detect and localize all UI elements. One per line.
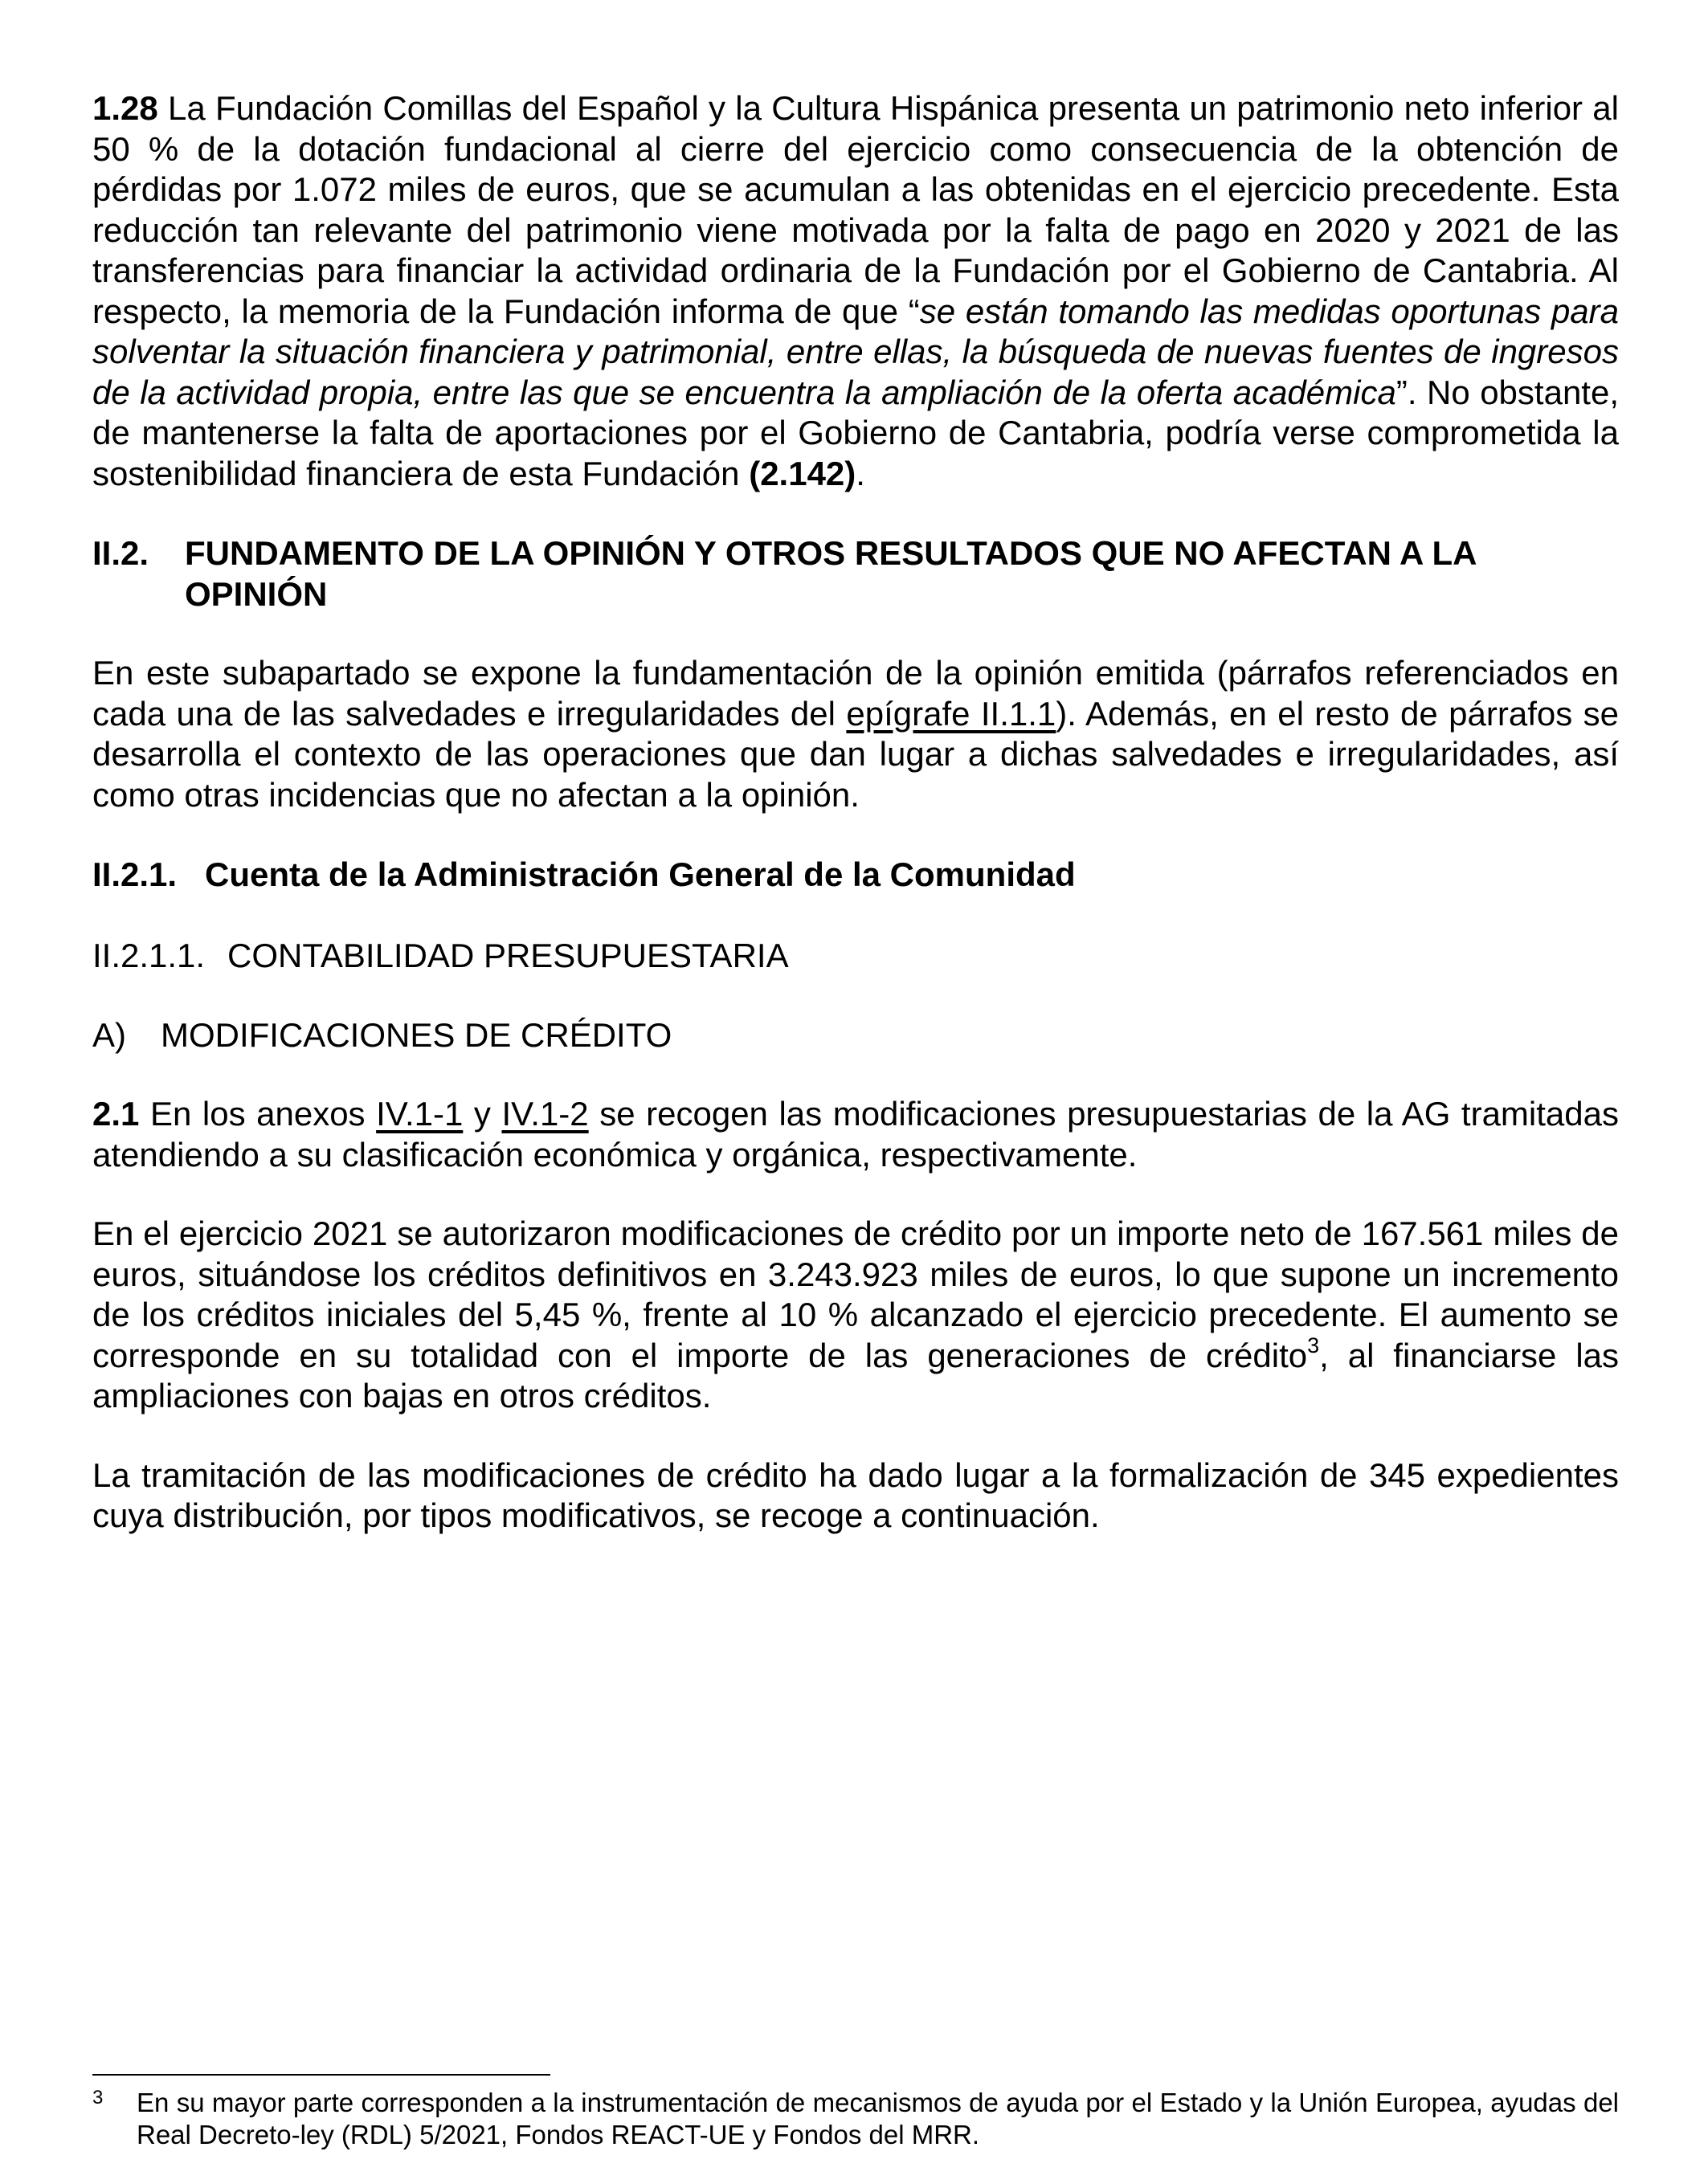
- section-title: Cuenta de la Administración General de la Comunidad: [205, 855, 1076, 893]
- paragraph-number: 2.1: [92, 1095, 140, 1133]
- paragraph-text: En el ejercicio 2021 se autorizaron modificaciones de crédito por un importe neto de 167.561 miles de euros, situándose los créditos definitivos en 3.243.923 miles de euros, lo que supone un incremento de los créditos iniciales del 5,45 %, frente al 10 % alcanzado el ejercicio precedente. El aumento se corresponde en su totalidad con el importe de las generaciones de crédito: [92, 1214, 1619, 1374]
- epigrafe-link[interactable]: epígrafe II.1.1: [846, 694, 1056, 733]
- paragraph-text: , al financiarse las ampliaciones con bajas en otros créditos.: [92, 1336, 1620, 1414]
- paragraph-text: La Fundación Comillas del Español y la Cultura Hispánica presenta un patrimonio neto inferior al 50 % de la dotación fundacional al cierre del ejercicio como consecuencia de la obtención de pérdidas por 1.072 miles de euros, que se acumulan a las obtenidas en el ejercicio precedente. Esta reducción tan relevante del patrimonio viene motivada por la falta de pago en 2020 y 2021 de las transferencias para financiar la actividad ordinaria de la Fundación por el Gobierno de Cantabria. Al respecto, la memoria de la Fundación informa de que “: [92, 89, 1619, 330]
- section-number: II.2.: [92, 534, 149, 572]
- paragraph-text: La tramitación de las modificaciones de crédito ha dado lugar a la formalización de 345 expedientes cuya distribución, por tipos modificativos, se recoge a continuación.: [92, 1455, 1619, 1534]
- paragraph-text: se recogen las modificaciones presupuestarias de la AG tramitadas atendiendo a su clasificación económica y orgánica, respectivamente.: [92, 1095, 1619, 1174]
- section-heading-ii-2-1-1: [92, 935, 1619, 976]
- section-number: A): [92, 1016, 126, 1054]
- paragraph-text: y: [463, 1095, 502, 1133]
- section-title: MODIFICACIONES DE CRÉDITO: [161, 1016, 672, 1054]
- cross-reference: (2.142): [749, 454, 856, 492]
- paragraph-1-28: [92, 88, 1619, 494]
- footnote-separator: [92, 2074, 550, 2076]
- annex-link-iv-1-2[interactable]: IV.1-2: [501, 1095, 589, 1133]
- footnote-text: En su mayor parte corresponden a la instrumentación de mecanismos de ayuda por el Estado y la Unión Europea, ayudas del Real Decreto-ley (RDL) 5/2021, Fondos REACT-UE y Fondos del MRR.: [137, 2088, 1619, 2149]
- paragraph-ejercicio-2021: [92, 1214, 1619, 1417]
- paragraph-text: ”. No obstante, de mantenerse la falta de aportaciones por el Gobierno de Cantabria, podría verse comprometida la sostenibilidad financiera de esta Fundación: [92, 373, 1619, 492]
- section-heading-ii-2: [92, 533, 1619, 614]
- document-page: [92, 88, 1619, 1537]
- intro-paragraph: [92, 653, 1619, 815]
- footnote-reference[interactable]: 3: [1307, 1333, 1320, 1357]
- footnote-mark: 3: [92, 2087, 104, 2108]
- section-title: FUNDAMENTO DE LA OPINIÓN Y OTROS RESULTADOS QUE NO AFECTAN A LA OPINIÓN: [185, 534, 1476, 613]
- section-heading-ii-2-1: [92, 854, 1619, 895]
- paragraph-end: .: [856, 454, 865, 492]
- paragraph-tramitacion: [92, 1455, 1619, 1537]
- quoted-text: se están tomando las medidas oportunas para solventar la situación financiera y patrimonial, entre ellas, la búsqueda de nuevas fuentes de ingresos de la actividad propia, entre las que se encuentra la ampliación de la oferta académica: [92, 292, 1620, 411]
- section-heading-a: [92, 1014, 1619, 1055]
- paragraph-text: En los anexos: [139, 1095, 377, 1133]
- paragraph-text: ). Además, en el resto de párrafos se desarrolla el contexto de las operaciones que dan lugar a dichas salvedades e irregularidades, así como otras incidencias que no afectan a la opinión.: [92, 694, 1619, 814]
- paragraph-2-1: [92, 1094, 1619, 1175]
- section-number: II.2.1.1.: [92, 937, 206, 974]
- footnote-3: [92, 2087, 1619, 2151]
- section-number: II.2.1.: [92, 855, 178, 893]
- paragraph-number: 1.28: [92, 89, 158, 127]
- annex-link-iv-1-1[interactable]: IV.1-1: [376, 1095, 464, 1133]
- paragraph-text: En este subapartado se expone la fundamentación de la opinión emitida (párrafos referenciados en cada una de las salvedades e irregularidades del: [92, 654, 1619, 733]
- section-title: CONTABILIDAD PRESUPUESTARIA: [227, 937, 789, 974]
